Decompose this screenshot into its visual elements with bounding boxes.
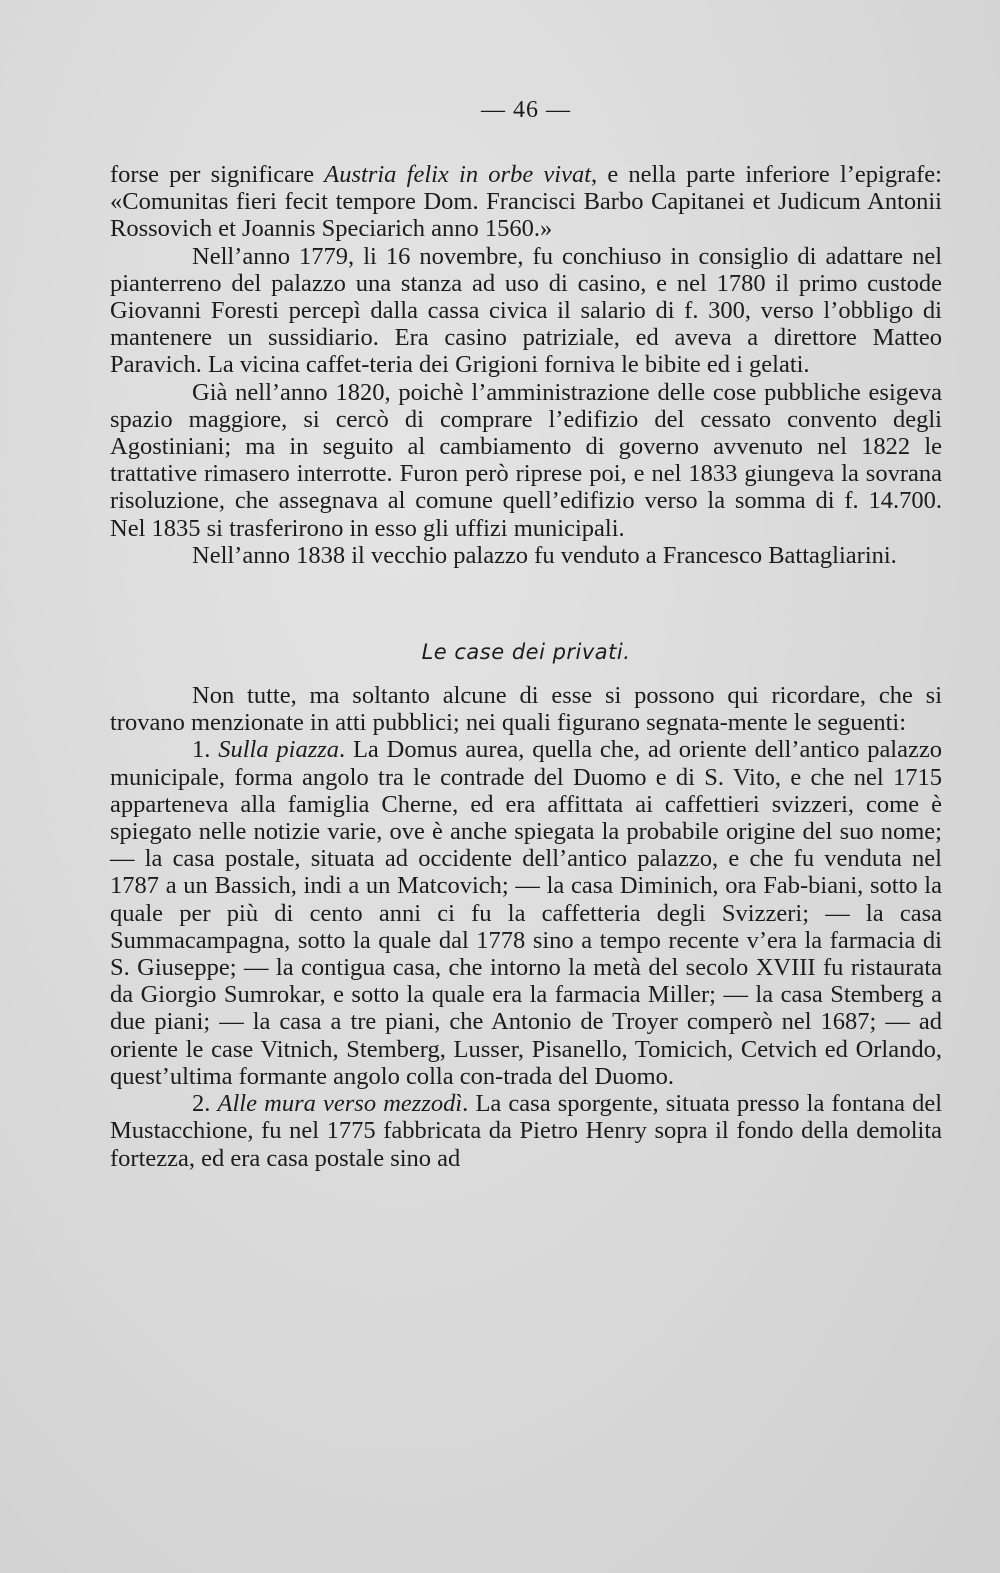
text-run: 2. [192, 1090, 218, 1118]
book-page [110, 95, 942, 1172]
body-text-top [110, 161, 942, 569]
paragraph [110, 736, 942, 1090]
italic-text-run: Sulla piazza [218, 736, 340, 764]
italic-text-run: Alle mura verso mezzodì [217, 1090, 463, 1118]
text-run: forse per significare [110, 161, 325, 188]
text-run: 1. [192, 736, 219, 764]
text-run: Già nell’anno 1820, poichè l’amministrazione delle cose pubbliche esigeva spazio maggiore, si cercò di comprare l’edifizio del cessato convento degli Agostiniani; ma in seguito al cambiamento di governo avvenuto nel 1822 le trattative rimasero interrotte. Furon però riprese poi, e nel 1833 giungeva la sovrana risoluzione, che assegnava al comune quell’edifizio verso la somma di f. 14.700. Nel 1835 si trasferirono in esso gli uffizi municipali. [110, 378, 942, 542]
text-run: , e nella parte inferiore l’epigrafe: «Comunitas fieri fecit tempore Dom. Francisci Barbo Capitanei et Judicum Antonii Rossovich et Joannis Speciarich anno 1560.» [110, 161, 942, 243]
page-number: — 46 — [481, 97, 571, 123]
body-text-bottom [110, 682, 942, 1172]
text-run: Non tutte, ma soltanto alcune di esse si possono qui ricordare, che si trovano menzionate in atti pubblici; nei quali figurano segnata-mente le seguenti: [110, 682, 942, 737]
text-run: . La casa sporgente, situata presso la fontana del Mustacchione, fu nel 1775 fabbricata da Pietro Henry sopra il fondo della demolita fortezza, ed era casa postale sino ad [110, 1090, 943, 1172]
paragraph [110, 161, 942, 243]
section-heading: Le case dei privati. [421, 640, 631, 665]
italic-text-run: Austria felix in orbe vivat [324, 161, 592, 188]
paragraph [110, 379, 942, 542]
text-run: Nell’anno 1779, li 16 novembre, fu conchiuso in consiglio di adattare nel pianterreno del palazzo una stanza ad uso di casino, e nel 1780 il primo custode Giovanni Foresti percepì dalla cassa civica il salario di f. 300, verso l’obbligo di mantenere un sussidiario. Era casino patriziale, ed aveva a direttore Matteo Paravich. La vicina caffet-teria dei Grigioni forniva le bibite ed i gelati. [110, 242, 942, 379]
paragraph [110, 682, 942, 736]
paragraph [110, 542, 942, 569]
paragraph [110, 1090, 942, 1172]
text-run: . La Domus aurea, quella che, ad oriente dell’antico palazzo municipale, forma angolo tra le contrade del Duomo e di S. Vito, e che nel 1715 apparteneva alla famiglia Cherne, ed era affittata ai caffettieri svizzeri, come è spiegato nelle notizie varie, ove è anche spiegata la probabile origine del suo nome; — la casa postale, situata ad occidente dell’antico palazzo, e che fu venduta nel 1787 a un Bassich, indi a un Matcovich; — la casa Diminich, ora Fab-biani, sotto la quale per più di cento anni ci fu la caffetteria degli Svizzeri; — la casa Summacampagna, sotto la quale dal 1778 sino a tempo recente v’era la farmacia di S. Giuseppe; — la contigua casa, che intorno la metà del secolo XVIII fu ristaurata da Giorgio Sumrokar, e sotto la quale era la farmacia Miller; — la casa Stemberg a due piani; — la casa a tre piani, che Antonio de Troyer comperò nel 1687; — ad oriente le case Vitnich, Stemberg, Lusser, Pisanello, Tomicich, Cetvich ed Orlando, quest’ultima formante angolo colla con-trada del Duomo. [110, 736, 942, 1090]
text-run: Nell’anno 1838 il vecchio palazzo fu venduto a Francesco Battagliarini. [192, 541, 897, 569]
paragraph [110, 243, 942, 379]
